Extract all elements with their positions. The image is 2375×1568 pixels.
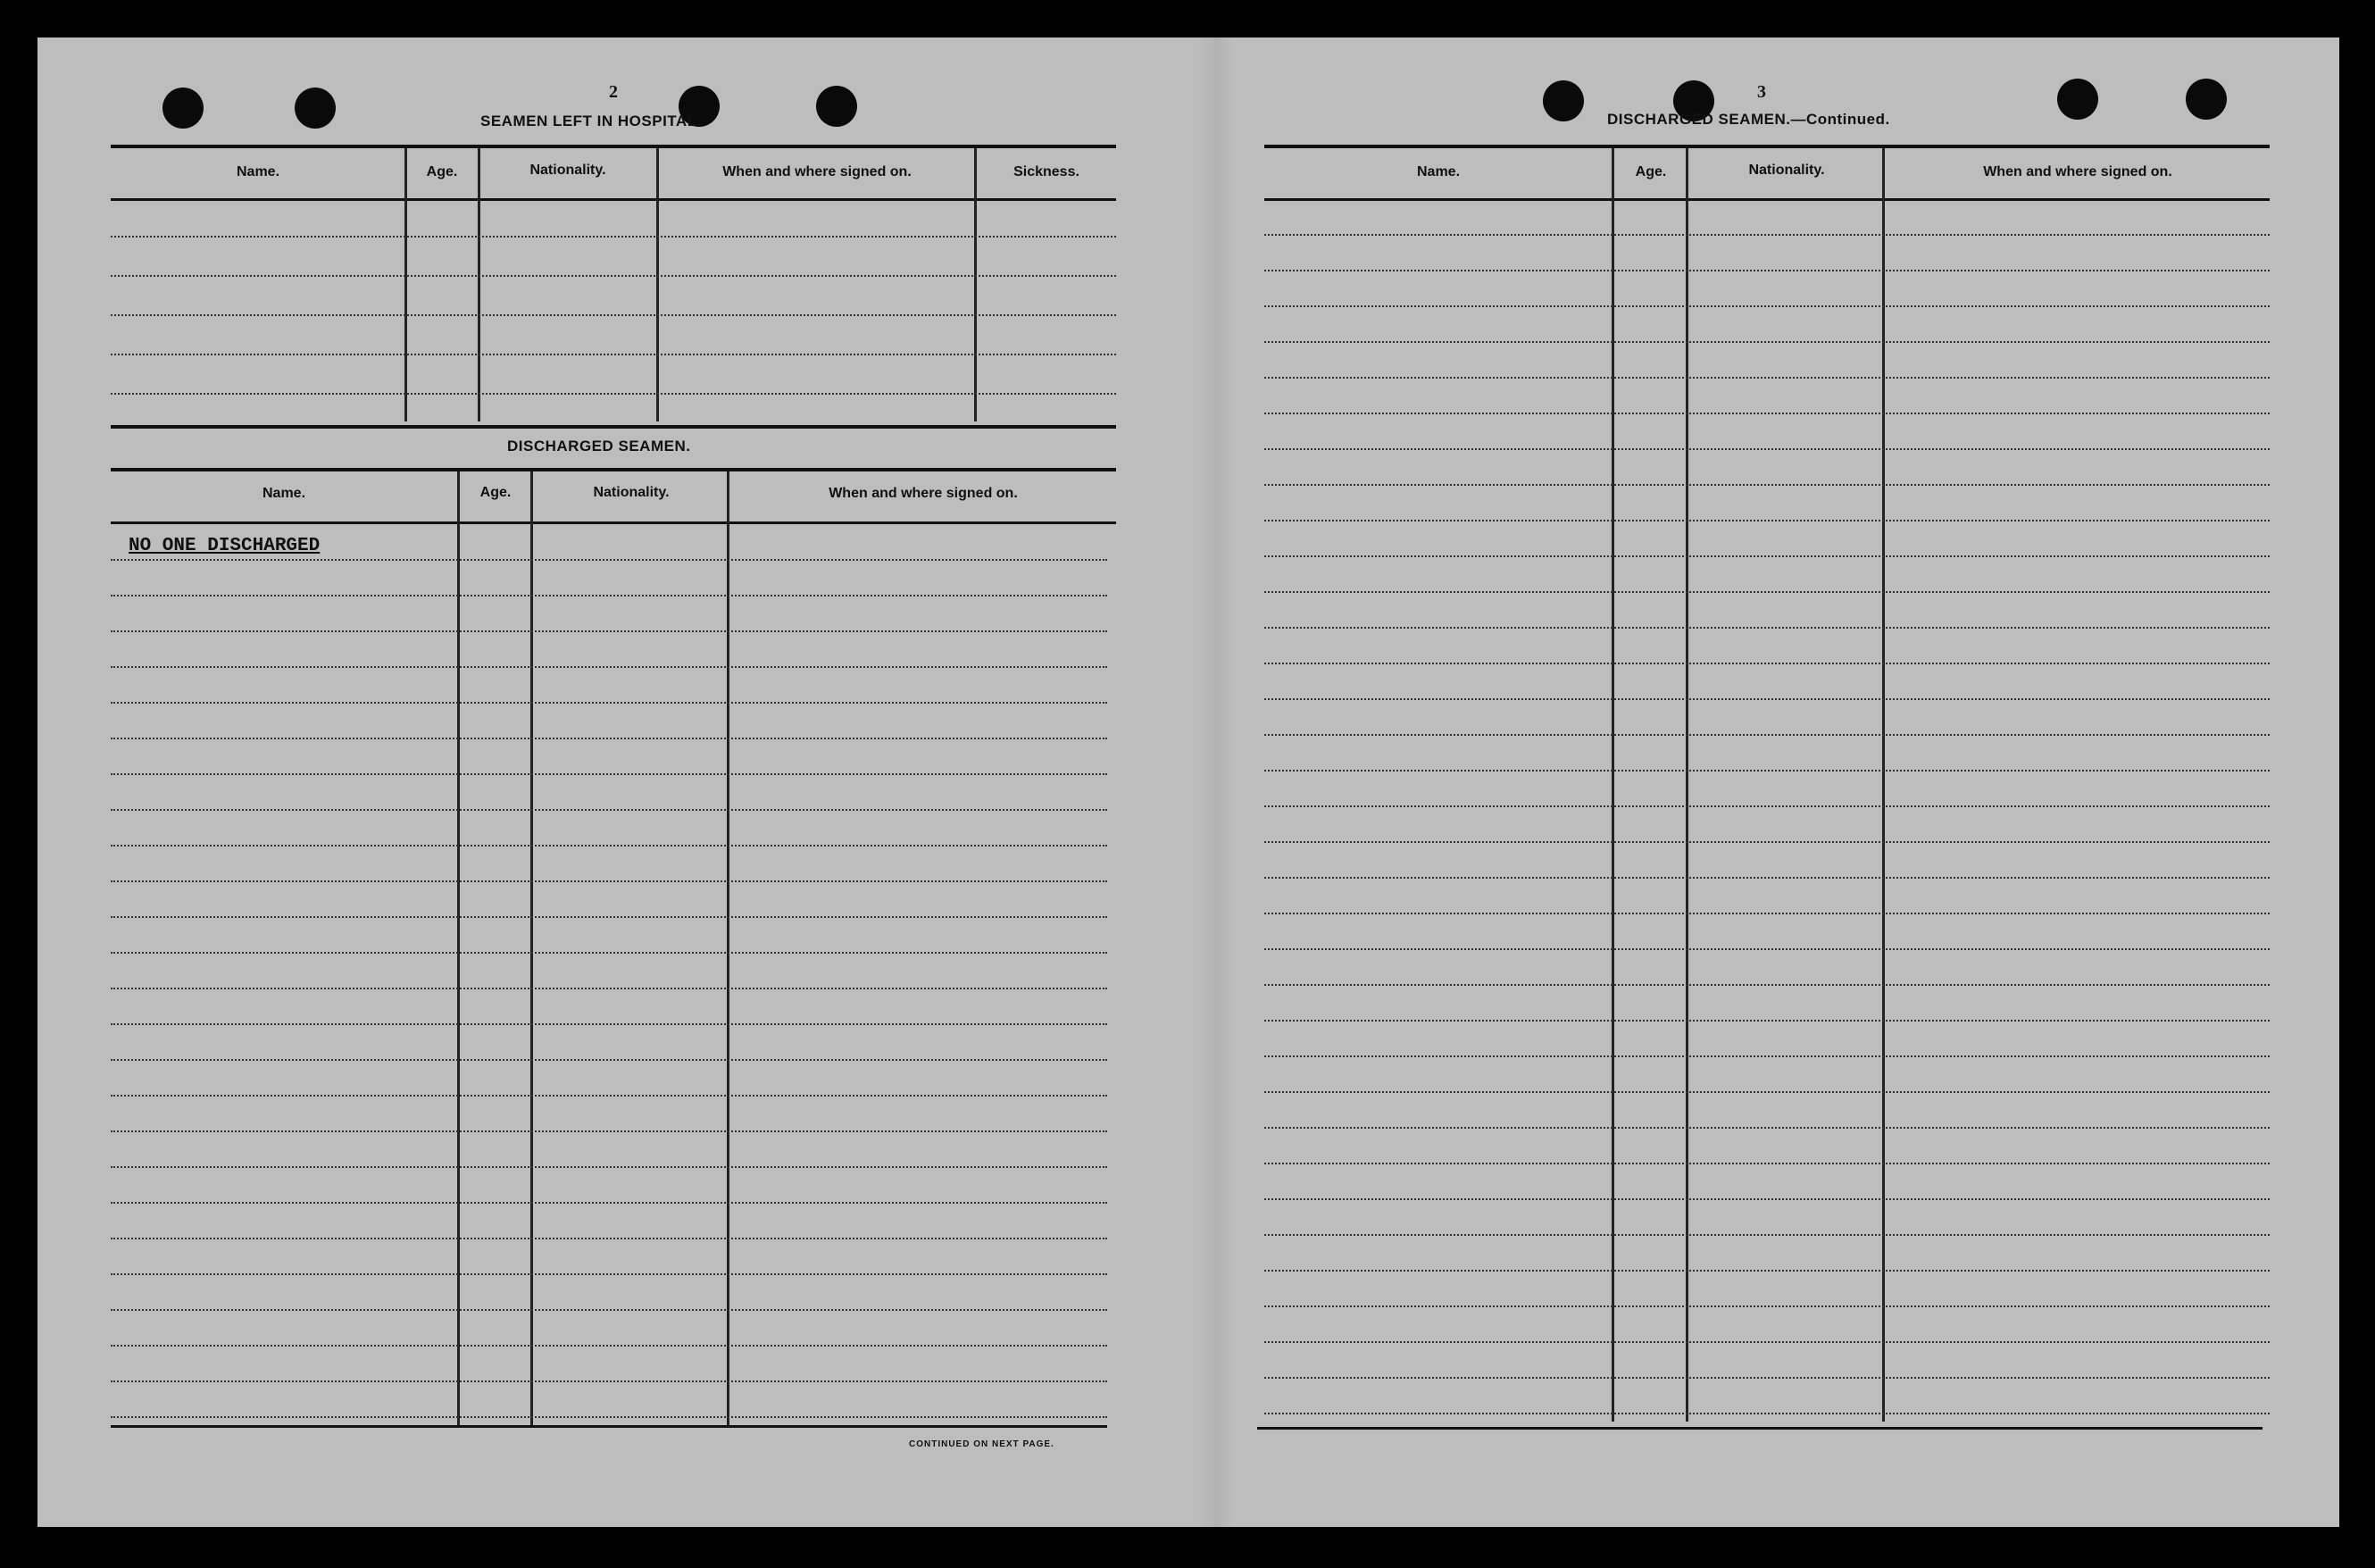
ruled-row-line — [1264, 1377, 2270, 1379]
hospital-header-rule — [111, 198, 1116, 201]
ruled-row-line — [1264, 1091, 2270, 1093]
ruled-row-line — [1264, 448, 2270, 450]
discharged-divider — [727, 471, 729, 1427]
hospital-table-bottom-rule — [111, 425, 1116, 429]
ruled-row-line — [1264, 805, 2270, 807]
ruled-row-line — [111, 845, 1107, 847]
ruled-row-line — [1264, 377, 2270, 379]
punch-hole — [2186, 79, 2227, 120]
ruled-row-line — [111, 1166, 1107, 1168]
ruled-row-line — [1264, 234, 2270, 236]
ruled-row-line — [111, 1273, 1107, 1275]
ruled-row-line — [111, 809, 1107, 811]
discharged-divider — [457, 471, 460, 1427]
ruled-row-line — [111, 1095, 1107, 1097]
ruled-row-line — [1264, 520, 2270, 521]
hospital-table-top-rule — [111, 145, 1116, 148]
ruled-row-line — [1264, 1127, 2270, 1129]
right-divider — [1882, 148, 1885, 1422]
punch-hole — [1543, 80, 1584, 121]
ruled-row-line — [1264, 1341, 2270, 1343]
ruled-row-line — [111, 773, 1107, 775]
hospital-row-line — [111, 314, 1116, 316]
ruled-row-line — [1264, 948, 2270, 950]
hospital-row-line — [111, 236, 1116, 238]
ruled-row-line — [1264, 1055, 2270, 1057]
ruled-row-line — [1264, 1020, 2270, 1022]
discharged-col-signed-on: When and where signed on. — [829, 486, 1018, 501]
right-page-title: DISCHARGED SEAMEN.—Continued. — [1607, 111, 1890, 128]
ruled-row-line — [1264, 1198, 2270, 1200]
right-header-rule — [1264, 198, 2270, 201]
right-divider — [1612, 148, 1614, 1422]
discharged-table-top-rule — [111, 468, 1116, 471]
left-page-number: 2 — [609, 82, 618, 102]
right-table-top-rule — [1264, 145, 2270, 148]
ruled-row-line — [111, 1380, 1107, 1382]
right-page-number: 3 — [1757, 82, 1766, 102]
ruled-row-line — [1264, 270, 2270, 271]
ruled-row-line — [111, 880, 1107, 882]
punch-hole — [295, 88, 336, 129]
right-col-age: Age. — [1635, 164, 1667, 179]
hospital-divider — [404, 148, 407, 421]
hospital-row-line — [111, 275, 1116, 277]
ruled-row-line — [1264, 913, 2270, 914]
discharged-col-name: Name. — [262, 486, 306, 501]
ruled-row-line — [111, 1130, 1107, 1132]
right-table-bottom-rule — [1257, 1427, 2262, 1430]
ruled-row-line — [1264, 698, 2270, 700]
ruled-row-line — [1264, 305, 2270, 307]
hospital-divider — [974, 148, 977, 421]
discharged-col-nationality: Nationality. — [593, 485, 670, 500]
ruled-row-line — [1264, 1413, 2270, 1414]
hospital-col-name: Name. — [236, 164, 280, 179]
discharged-section-title: DISCHARGED SEAMEN. — [507, 438, 691, 455]
hospital-divider — [656, 148, 659, 421]
ruled-row-line — [1264, 877, 2270, 879]
punch-hole — [162, 88, 204, 129]
ruled-row-line — [111, 595, 1107, 596]
ruled-row-line — [1264, 841, 2270, 843]
ruled-row-line — [111, 738, 1107, 739]
ruled-row-line — [1264, 627, 2270, 629]
right-divider — [1686, 148, 1688, 1422]
discharged-col-age: Age. — [479, 485, 512, 500]
ruled-row-line — [1264, 555, 2270, 557]
ruled-row-line — [111, 1059, 1107, 1061]
ruled-row-line — [111, 559, 1107, 561]
no-one-discharged-entry: NO ONE DISCHARGED — [129, 536, 321, 556]
hospital-col-signed-on: When and where signed on. — [722, 164, 912, 179]
hospital-col-nationality: Nationality. — [529, 163, 606, 178]
ruled-row-line — [1264, 1163, 2270, 1164]
discharged-divider — [530, 471, 533, 1427]
ruled-row-line — [1264, 484, 2270, 486]
ruled-row-line — [1264, 663, 2270, 664]
ruled-row-line — [1264, 770, 2270, 771]
ruled-row-line — [1264, 1270, 2270, 1272]
hospital-section-title: SEAMEN LEFT IN HOSPITAL. — [480, 113, 702, 129]
ruled-row-line — [111, 952, 1107, 954]
ruled-row-line — [111, 1345, 1107, 1347]
discharged-table-bottom-rule — [111, 1425, 1107, 1428]
discharged-header-rule — [111, 521, 1116, 524]
ruled-row-line — [111, 1309, 1107, 1311]
document-sheet — [38, 38, 2339, 1527]
ruled-row-line — [1264, 984, 2270, 986]
ruled-row-line — [111, 988, 1107, 989]
ruled-row-line — [111, 1023, 1107, 1025]
hospital-col-age: Age. — [426, 164, 458, 179]
ruled-row-line — [1264, 1234, 2270, 1236]
hospital-row-line — [111, 354, 1116, 355]
ruled-row-line — [111, 1238, 1107, 1239]
right-col-nationality: Nationality. — [1748, 163, 1825, 178]
punch-hole — [2057, 79, 2098, 120]
punch-hole — [816, 86, 857, 127]
hospital-col-sickness: Sickness. — [1013, 164, 1079, 179]
hospital-row-line — [111, 393, 1116, 395]
ruled-row-line — [111, 1202, 1107, 1204]
right-col-signed-on: When and where signed on. — [1983, 164, 2172, 179]
ruled-row-line — [111, 630, 1107, 632]
page-fold — [1198, 38, 1234, 1527]
ruled-row-line — [1264, 734, 2270, 736]
ruled-row-line — [1264, 1305, 2270, 1307]
ruled-row-line — [1264, 591, 2270, 593]
ruled-row-line — [111, 916, 1107, 918]
ruled-row-line — [111, 702, 1107, 704]
continued-footer: CONTINUED ON NEXT PAGE. — [909, 1439, 1054, 1449]
right-col-name: Name. — [1416, 164, 1461, 179]
ruled-row-line — [1264, 413, 2270, 414]
ruled-row-line — [111, 1416, 1107, 1418]
hospital-divider — [478, 148, 480, 421]
ruled-row-line — [111, 666, 1107, 668]
ruled-row-line — [1264, 341, 2270, 343]
